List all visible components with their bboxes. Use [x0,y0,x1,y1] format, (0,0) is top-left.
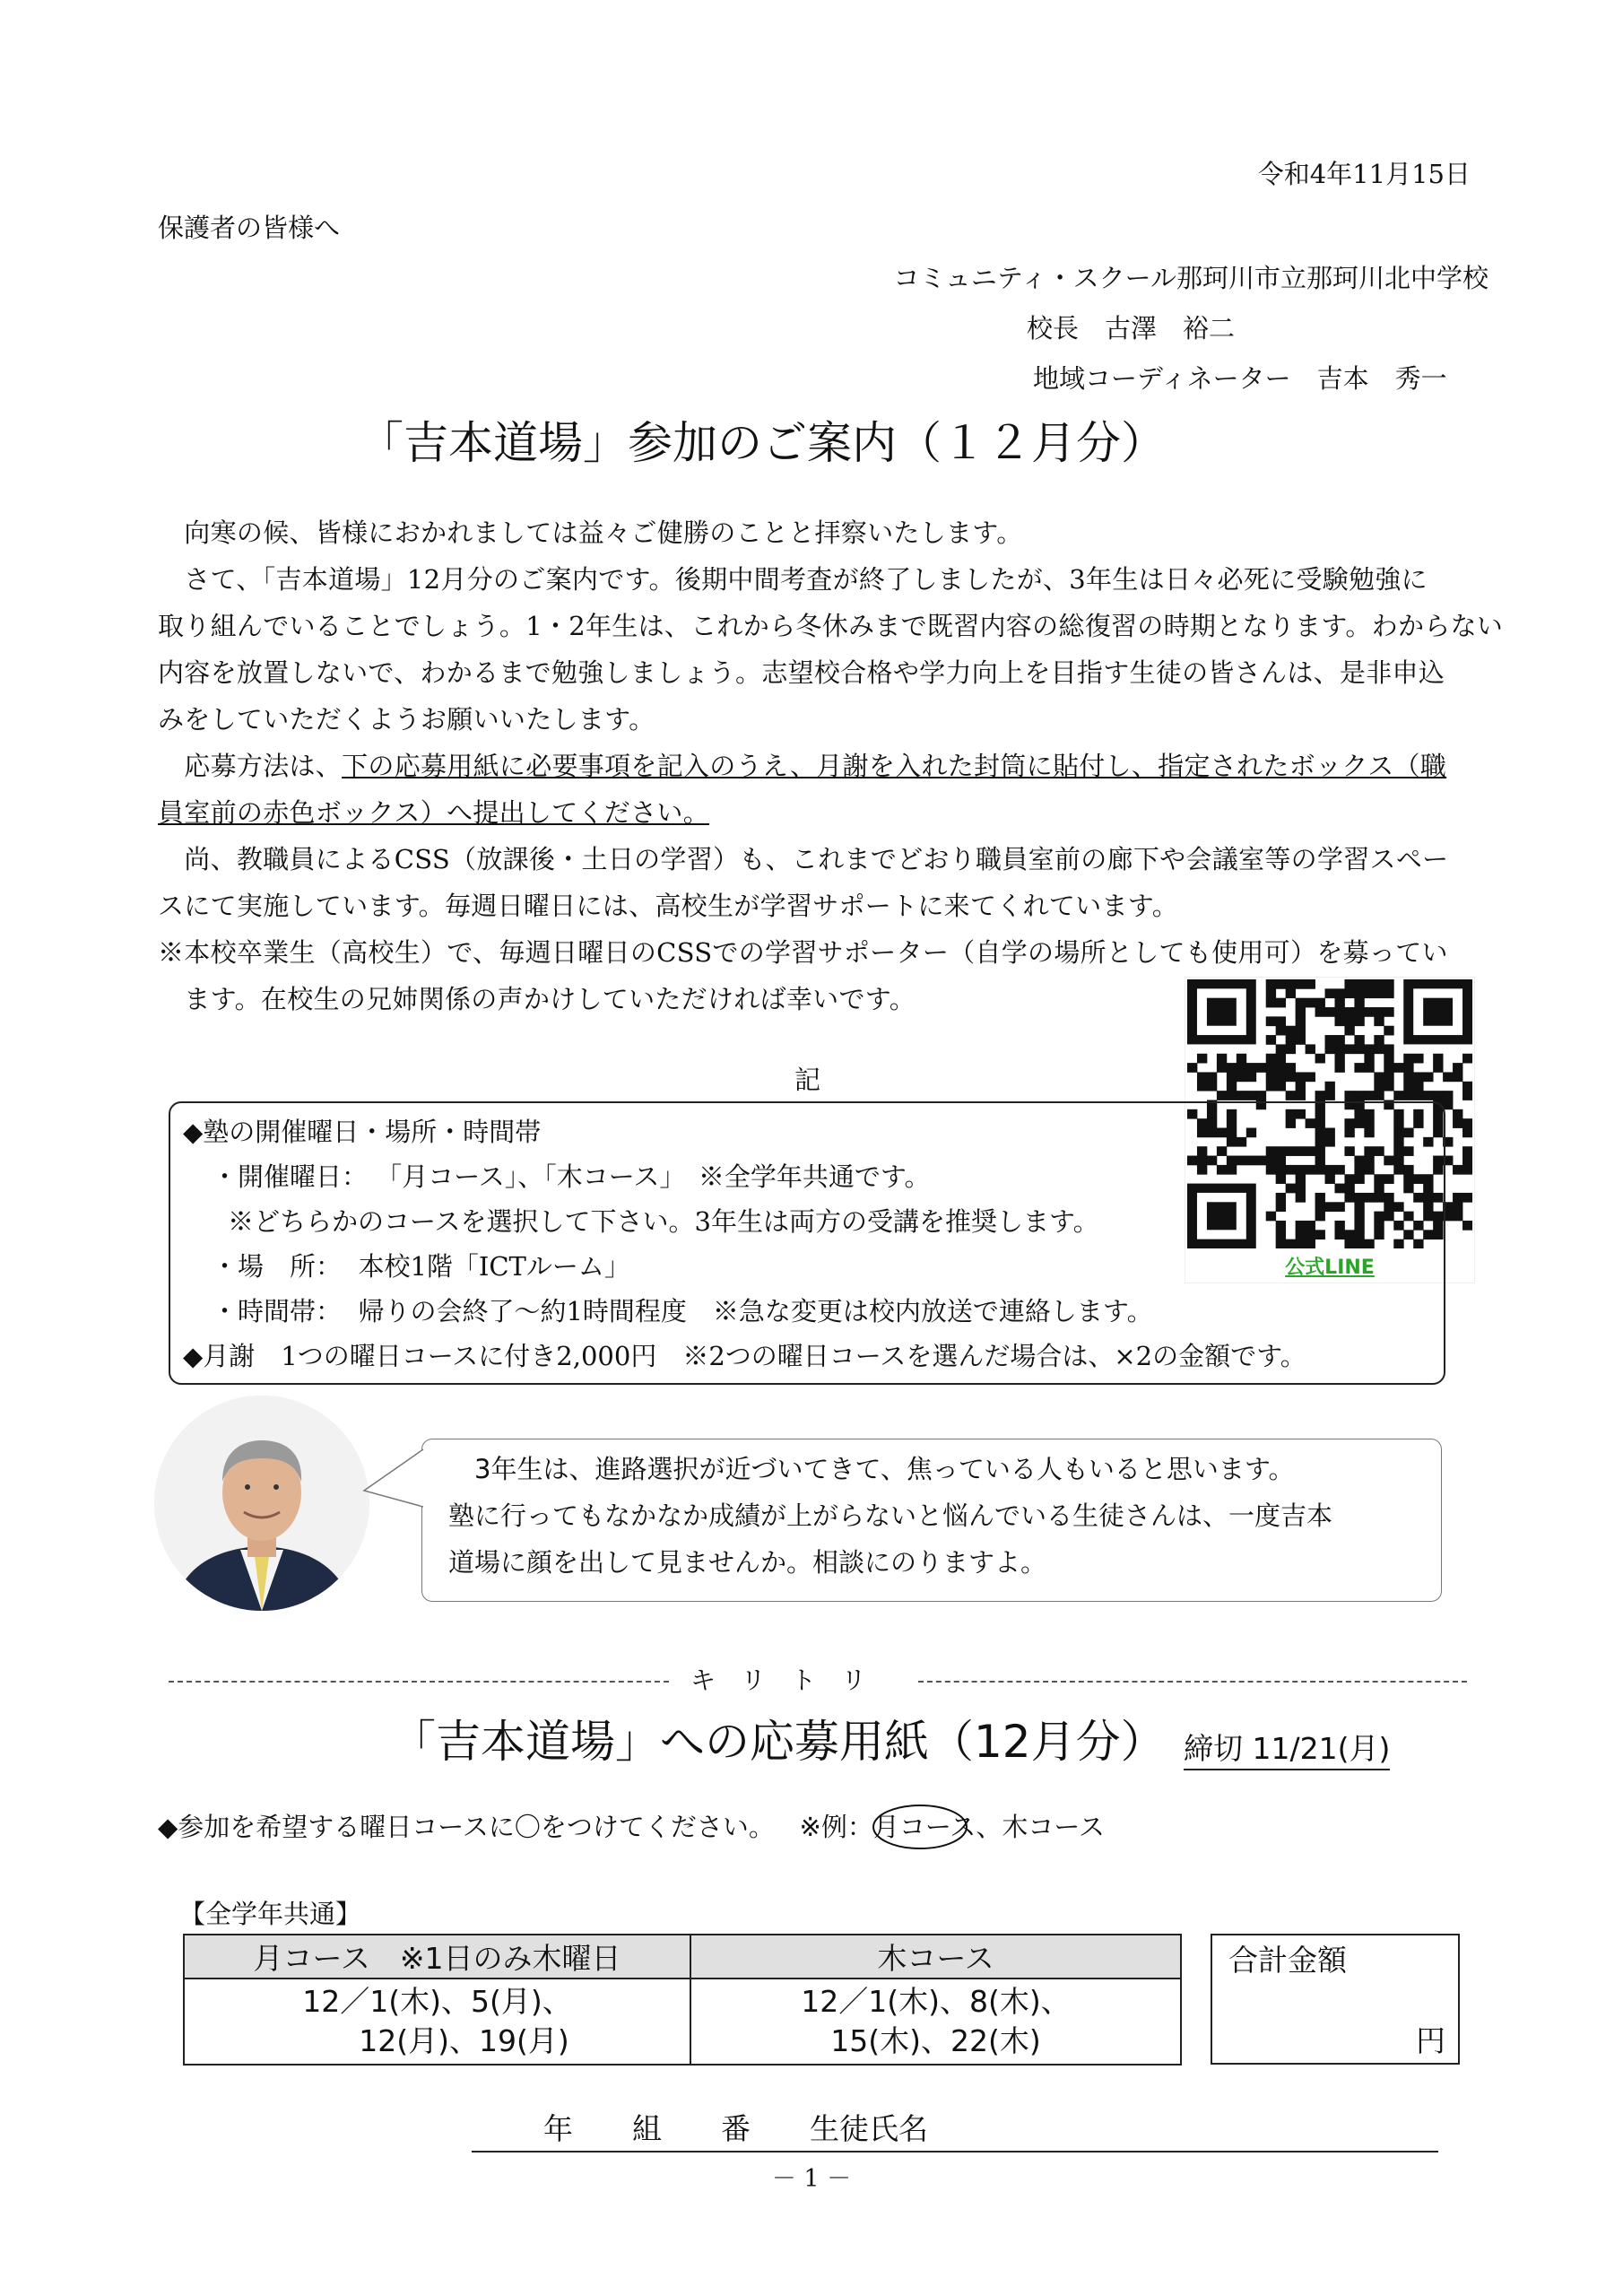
course-dates-row [184,1979,1181,2065]
mon-course-dates[interactable] [184,1979,690,2065]
ki-heading: 記 [794,1065,821,1095]
details-day-row [212,1161,931,1193]
total-amount-label: 合計金額 [1228,1943,1347,1978]
apply-method-line-1 [158,746,1446,783]
message-line-3: 道場に顔を出して見ませんか。相談にのりますよ。 [448,1547,1047,1578]
apply-method-prefix: 応募方法は、 [158,751,343,781]
person-portrait-icon [154,1396,369,1611]
apply-method-underlined-1: 下の応募用紙に必要事項を記入のうえ、月謝を入れた封筒に貼付し、指定されたボックス（職 [342,751,1447,781]
name-underline [472,2151,1438,2152]
addressee: 保護者の皆様へ [158,213,341,243]
day-label: ・開催曜日： [212,1161,369,1192]
mon-dates-line-1: 12／1(木)、5(月)、 [302,1984,572,2019]
time-value: 帰りの会終了～約1時間程度 ※急な変更は校内放送で連絡します。 [358,1296,1153,1326]
coordinator-name: 地域コーディネーター 吉本 秀一 [1033,363,1447,394]
day-note: ※どちらかのコースを選択して下さい。3年生は両方の受講を推奨します。 [228,1206,1099,1237]
yen-label: 円 [1416,2023,1445,2058]
course-table [183,1934,1182,2066]
note-line-1: ※本校卒業生（高校生）で、毎週日曜日のCSSでの学習サポーター（自学の場所としても使用可）を募ってい [158,937,1448,968]
thu-dates-line-2: 15(木)、22(木) [830,2023,1041,2058]
apply-method-line-2 [158,793,709,830]
css-line-1: 尚、教職員によるCSS（放課後・土日の学習）も、これまでどおり職員室前の廊下や会議室等の学習スペー [158,844,1449,874]
details-place-row [212,1250,630,1283]
example-circled-wrap [873,1810,976,1844]
qr-caption: 公式LINE [1285,1257,1375,1279]
message-line-2: 塾に行ってもなかなか成績が上がらないと悩んでいる生徒さんは、一度吉本 [448,1500,1333,1531]
cut-line-left [169,1681,669,1683]
common-label: 【全学年共通】 [179,1899,362,1929]
place-label: ・場 所： [212,1251,343,1282]
total-amount-box[interactable] [1211,1934,1460,2065]
time-label: ・時間帯： [212,1296,343,1326]
course-header-row [184,1935,1181,1979]
css-line-2: スにて実施しています。毎週日曜日には、高校生が学習サポートに来てくれています。 [158,891,1179,921]
fee-line: ◆月謝 1つの曜日コースに付き2,000円 ※2つの曜日コースを選んだ場合は、×2の金額です。 [183,1341,1306,1371]
form-instruction: ◆参加を希望する曜日コースに〇をつけてください。 [158,1812,775,1842]
body-line-3: 取り組んでいることでしょう。1・2年生は、これから冬休みまで既習内容の総復習の時期となります。わからない [158,611,1504,641]
example-prefix: ※例： [799,1812,873,1842]
body-line-5: みをしていただくようお願いいたします。 [158,704,655,735]
thu-course-dates[interactable] [690,1979,1181,2065]
example-circled: 月コース [872,1812,976,1842]
day-value: 「月コース」、「木コース」 ※全学年共通です。 [376,1161,931,1192]
cut-line-label: キ リ ト リ [690,1665,867,1695]
mon-course-header: 月コース ※1日のみ木曜日 [184,1935,690,1979]
example-suffix: 、木コース [976,1812,1105,1842]
mon-dates-line-2: 12(月)、19(月) [359,2023,569,2058]
principal-name: 校長 古澤 裕二 [1027,313,1236,344]
form-deadline: 締切 11/21(月) [1184,1729,1390,1770]
page-title: 「吉本道場」参加のご案内（１２月分） [359,417,1166,469]
bubble-tail-icon [360,1444,432,1525]
details-heading: ◆塾の開催曜日・場所・時間帯 [183,1117,542,1147]
body-line-4: 内容を放置しないで、わかるまで勉強しましょう。志望校合格や学力向上を目指す生徒の皆さんは、是非申込 [158,657,1445,688]
thu-course-header: 木コース [690,1935,1181,1979]
body-line-2: さて、「吉本道場」12月分のご案内です。後期中間考査が終了しましたが、3年生は日々必死に受験勉強に [158,564,1428,595]
page-number: － 1 － [771,2165,852,2193]
cut-line-right [918,1681,1467,1683]
message-text [448,1446,1332,1586]
form-instruction-row [158,1810,1105,1844]
message-line-1: 3年生は、進路選択が近づいてきて、焦っている人もいると思います。 [448,1454,1295,1484]
note-line-2: ます。在校生の兄姉関係の声かけしていただければ幸いです。 [158,984,916,1014]
name-line-label: 年 組 番 生徒氏名 [543,2111,928,2146]
place-value: 本校1階「ICTルーム」 [358,1251,630,1282]
thu-dates-line-1: 12／1(木)、8(木)、 [801,1984,1071,2019]
apply-method-underlined-2: 員室前の赤色ボックス）へ提出してください。 [158,797,710,828]
details-time-row [212,1295,1153,1327]
coordinator-photo [154,1396,369,1611]
form-title: 「吉本道場」への応募用紙（12月分） [391,1716,1166,1768]
document-date: 令和4年11月15日 [1257,159,1471,189]
circle-mark-icon [872,1803,968,1851]
school-name: コミュニティ・スクール那珂川市立那珂川北中学校 [893,263,1488,293]
body-line-1: 向寒の候、皆様におかれましては益々ご健勝のことと拝察いたします。 [158,517,1023,548]
